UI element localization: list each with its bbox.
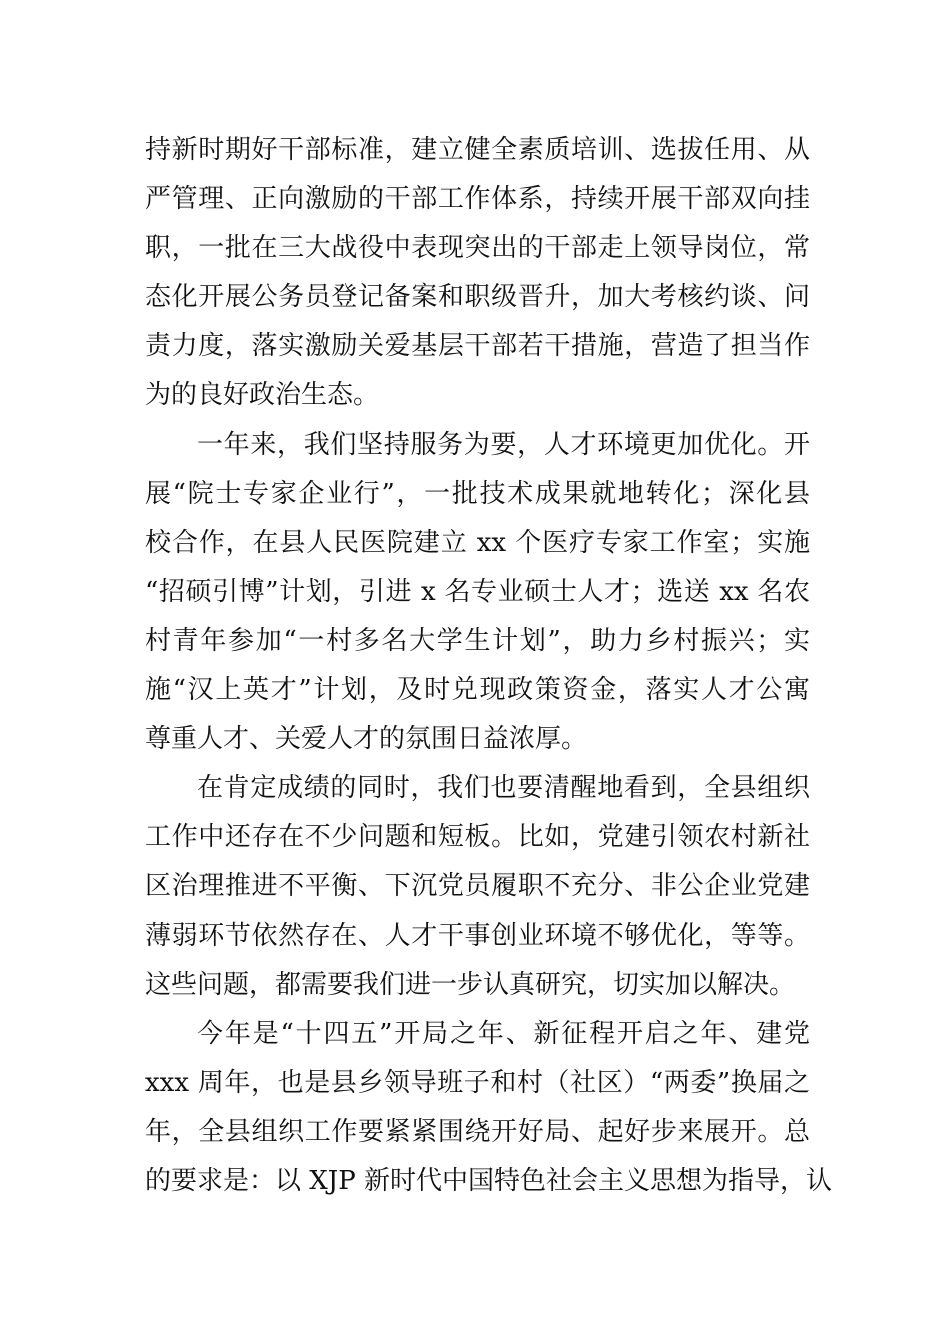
text-line: 这些问题，都需要我们进一步认真研究，切实加以解决。 — [145, 969, 796, 1000]
text-line: 工作中还存在不少问题和短板。比如，党建引领农村新社 — [145, 822, 810, 853]
text-line: 职，一批在三大战役中表现突出的干部走上领导岗位，常 — [145, 233, 810, 264]
text-line: 区治理推进不平衡、下沉党员履职不充分、非公企业党建 — [145, 871, 810, 902]
text-line: 为的良好政治生态。 — [145, 380, 380, 411]
paragraph-first-line: 在肯定成绩的同时，我们也要清醒地看到，全县组织 — [197, 773, 810, 804]
text-line: “招硕引博”计划，引进 x 名专业硕士人才；选送 xx 名农 — [145, 576, 810, 607]
text-line: 展“院士专家企业行”，一批技术成果就地转化；深化县 — [145, 478, 810, 509]
text-line: xxx 周年，也是县乡领导班子和村（社区）“两委”换届之 — [145, 1067, 810, 1098]
text-line: 薄弱环节依然存在、人才干事创业环境不够优化，等等。 — [145, 920, 810, 951]
text-line: 年，全县组织工作要紧紧围绕开好局、起好步来展开。总 — [145, 1116, 810, 1147]
body-text — [145, 126, 832, 1206]
paragraph-first-line: 一年来，我们坚持服务为要，人才环境更加优化。开 — [197, 429, 810, 460]
text-line: 校合作，在县人民医院建立 xx 个医疗专家工作室；实施 — [145, 527, 810, 558]
text-line: 持新时期好干部标准，建立健全素质培训、选拔任用、从 — [145, 135, 810, 165]
text-line: 责力度，落实激励关爱基层干部若干措施，营造了担当作 — [145, 331, 810, 362]
text-line: 村青年参加“一村多名大学生计划”，助力乡村振兴；实 — [145, 625, 810, 656]
text-line: 尊重人才、关爱人才的氛围日益浓厚。 — [145, 724, 588, 755]
text-line: 的要求是：以 XJP 新时代中国特色社会主义思想为指导，认 — [145, 1165, 832, 1196]
text-line: 施“汉上英才”计划，及时兑现政策资金，落实人才公寓 — [145, 675, 810, 706]
paragraph-first-line: 今年是“十四五”开局之年、新征程开启之年、建党 — [197, 1018, 810, 1049]
text-line: 态化开展公务员登记备案和职级晋升，加大考核约谈、问 — [145, 282, 810, 313]
text-line: 严管理、正向激励的干部工作体系，持续开展干部双向挂 — [145, 184, 810, 215]
